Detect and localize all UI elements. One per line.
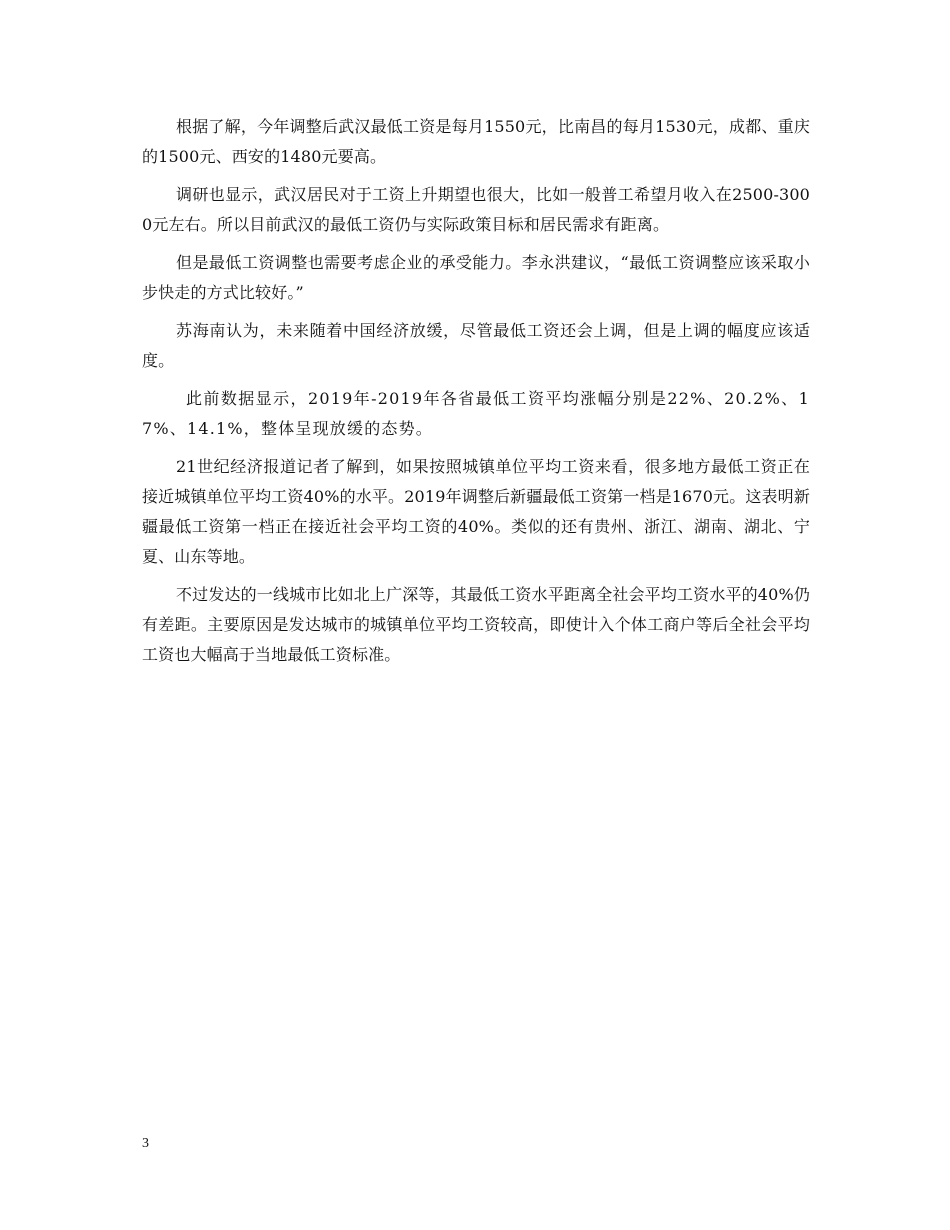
paragraph-resident-expectations: 调研也显示，武汉居民对于工资上升期望也很大，比如一般普工希望月收入在2500-3000元左右。所以目前武汉的最低工资仍与实际政策目标和居民需求有距离。: [142, 185, 810, 234]
paragraph-provincial-growth: 此前数据显示，2019年-2019年各省最低工资平均涨幅分别是22%、20.2%、17%、14.1%，整体呈现放缓的态势。: [142, 389, 810, 438]
paragraph-first-tier-cities: 不过发达的一线城市比如北上广深等，其最低工资水平距离全社会平均工资水平的40%仍有差距。主要原因是发达城市的城镇单位平均工资较高，即使计入个体工商户等后全社会平均工资也大幅高于当地最低工资标准。: [142, 585, 810, 664]
paragraph-enterprise-capacity: 但是最低工资调整也需要考虑企业的承受能力。李永洪建议，“最低工资调整应该采取小步快走的方式比较好。”: [142, 253, 810, 302]
paragraph-average-wage-comparison: 21世纪经济报道记者了解到，如果按照城镇单位平均工资来看，很多地方最低工资正在接近城镇单位平均工资40%的水平。2019年调整后新疆最低工资第一档是1670元。这表明新疆最低工资第一档正在接近社会平均工资的40%。类似的还有贵州、浙江、湖南、湖北、宁夏、山东等地。: [142, 457, 810, 566]
paragraph-economic-slowdown: 苏海南认为，未来随着中国经济放缓，尽管最低工资还会上调，但是上调的幅度应该适度。: [142, 321, 810, 370]
paragraph-wuhan-minimum-wage: 根据了解，今年调整后武汉最低工资是每月1550元，比南昌的每月1530元，成都、重庆的1500元、西安的1480元要高。: [142, 117, 810, 166]
document-body: [142, 112, 810, 678]
page-number: 3: [142, 1136, 149, 1151]
